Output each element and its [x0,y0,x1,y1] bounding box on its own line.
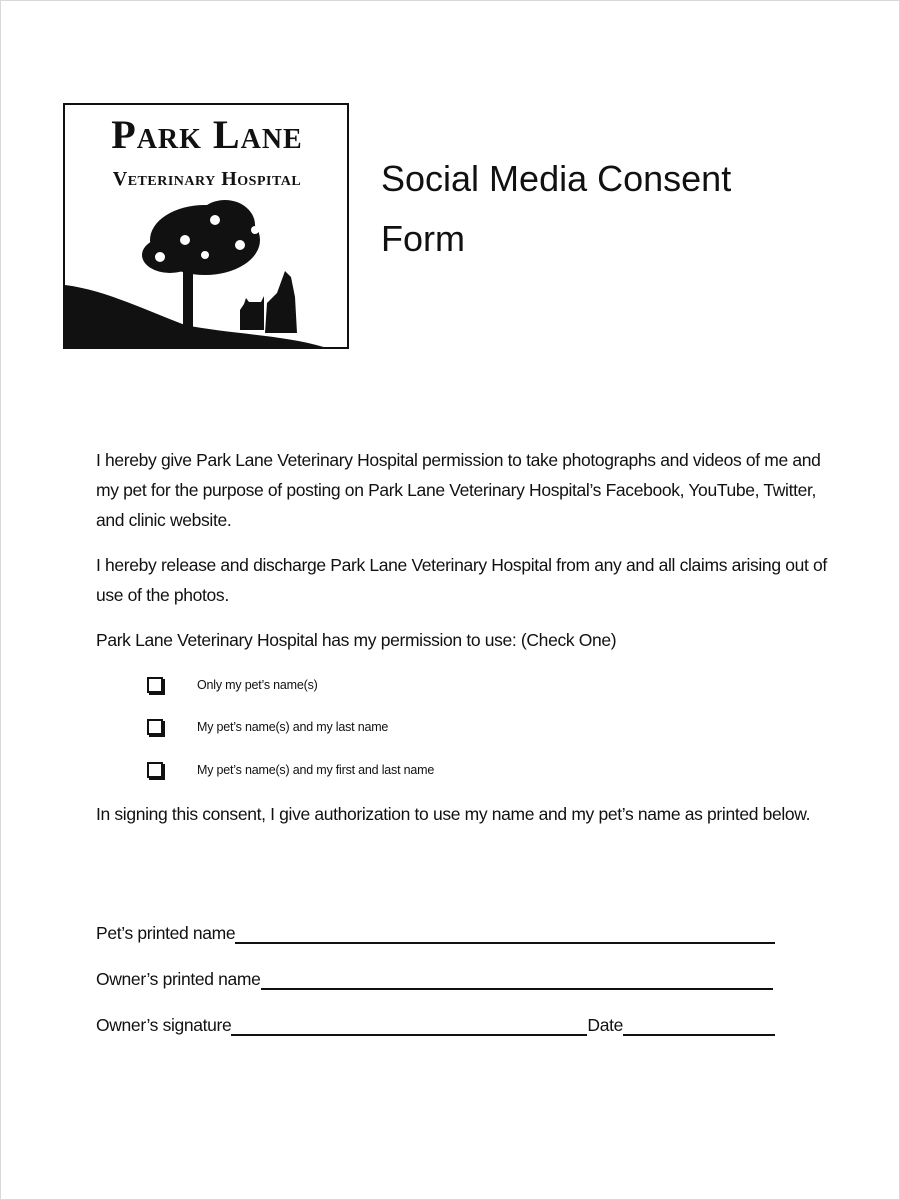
field-label: Owner’s signature [96,1015,232,1035]
park-lane-logo [63,103,349,349]
field-label: Owner’s printed name [96,969,261,989]
option-label: My pet’s name(s) and my last name [197,720,389,734]
pet-name-line[interactable] [235,924,775,944]
checkbox[interactable] [147,762,163,778]
option-pet-and-last-name[interactable] [147,719,388,735]
logo-line-1: Park Lane [111,112,303,157]
owner-name-line[interactable] [261,970,773,990]
owner-name-field[interactable] [96,969,773,990]
tree-and-pets-silhouette-icon [65,185,349,349]
date-label: Date [587,1015,623,1035]
checkbox[interactable] [147,719,163,735]
option-label: Only my pet’s name(s) [197,678,318,692]
title-line-2: Form [381,218,465,259]
checkbox[interactable] [147,677,163,693]
page-title [381,149,761,269]
option-pet-and-full-name[interactable] [147,762,434,778]
signature-line[interactable] [231,1016,587,1036]
option-pet-name-only[interactable] [147,677,318,693]
title-line-1: Social Media Consent [381,158,732,199]
logo-line-2: Veterinary Hospital [112,168,302,190]
release-paragraph: I hereby release and discharge Park Lane Veterinary Hospital from any and all claims arising out of use of the photos. [96,555,827,605]
owner-signature-field[interactable] [96,1015,775,1036]
authorization-paragraph: In signing this consent, I give authorization to use my name and my pet’s name as printed below. [96,804,811,824]
option-label: My pet’s name(s) and my first and last name [197,763,435,777]
pet-name-field[interactable] [96,923,775,944]
date-line[interactable] [623,1016,775,1036]
field-label: Pet’s printed name [96,923,236,943]
permission-paragraph: I hereby give Park Lane Veterinary Hospital permission to take photographs and videos of me and my pet for the purpose of posting on Park Lane Veterinary Hospital’s Facebook, YouTube, Twitter, and clinic website. [96,450,821,530]
check-one-prompt: Park Lane Veterinary Hospital has my permission to use: (Check One) [96,630,617,650]
